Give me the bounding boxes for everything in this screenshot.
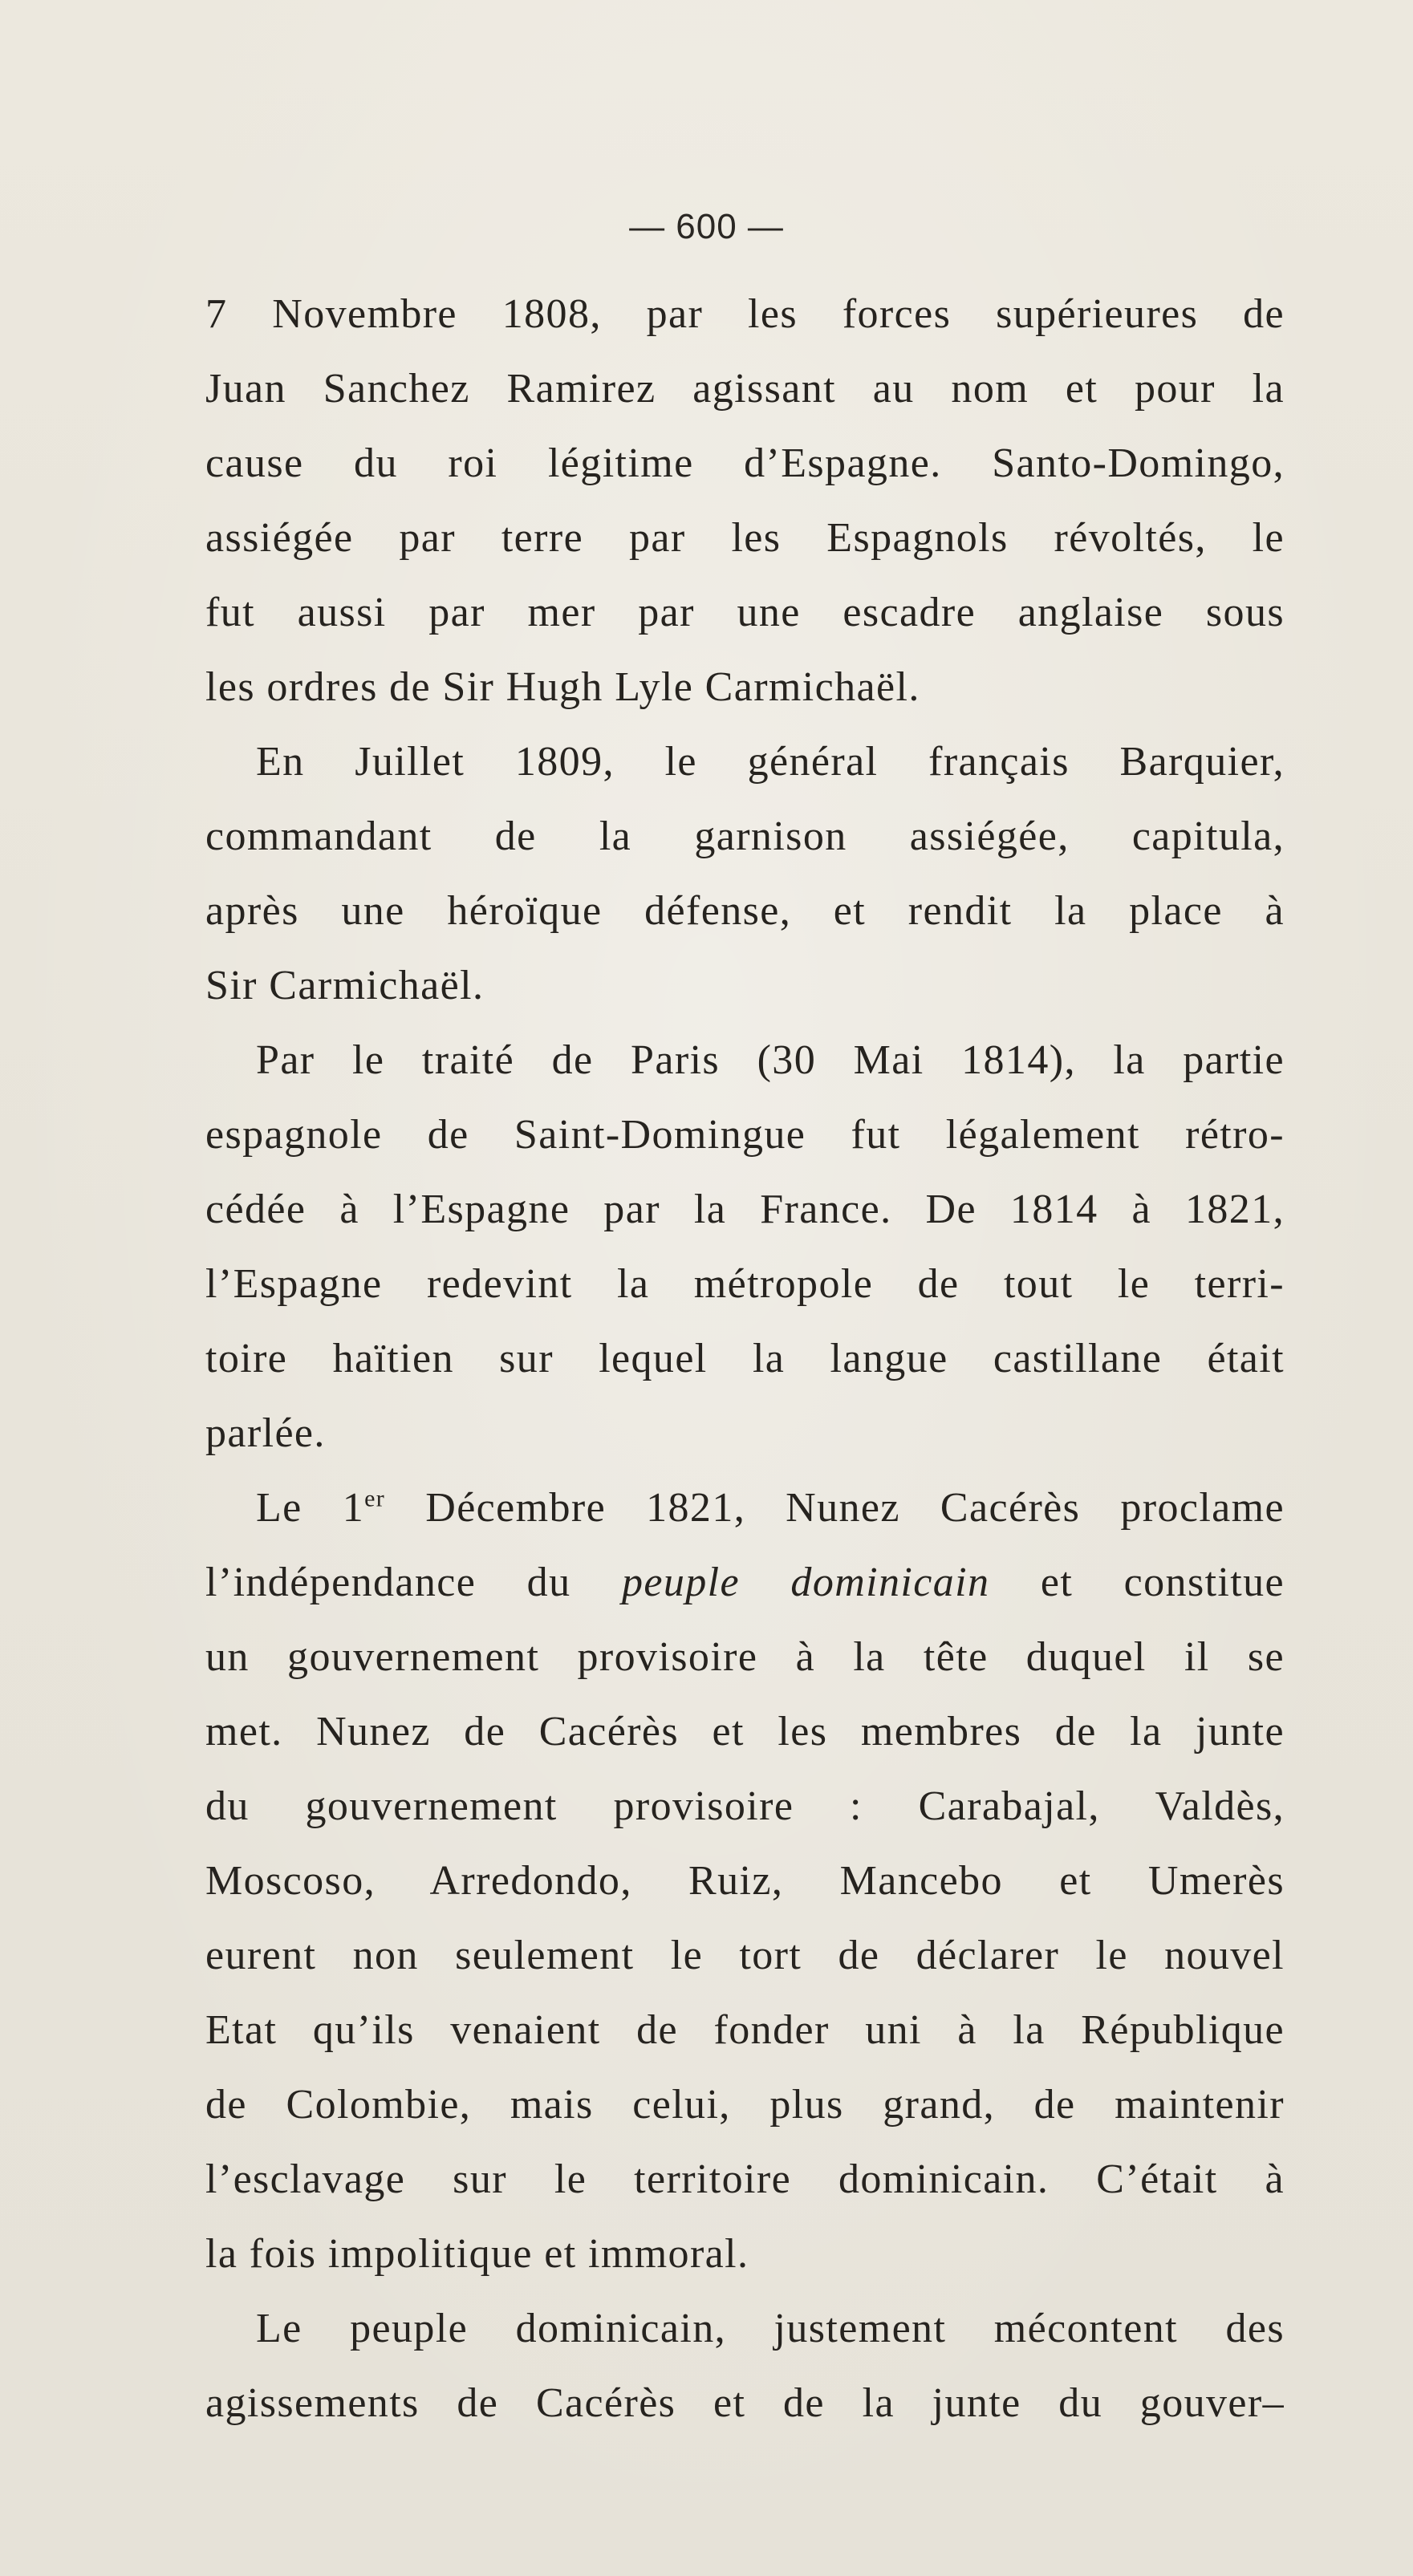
body-text (205, 277, 1285, 2440)
text-line: met. Nunez de Cacérès et les membres de la junte (205, 1709, 1285, 1755)
text-line: la fois impolitique et immoral. (205, 2231, 749, 2277)
text-line (205, 1545, 1285, 1620)
line-text: Décembre 1821, Nunez Cacérès proclame (385, 1485, 1285, 1531)
text-line: 7 Novembre 1808, par les forces supérieures de (205, 291, 1285, 337)
line-text: et constitue (989, 1560, 1285, 1605)
text-line: Par le traité de Paris (30 Mai 1814), la partie (256, 1037, 1285, 1083)
text-line: du gouvernement provisoire : Carabajal, Valdès, (205, 1783, 1285, 1829)
superscript-er: er (364, 1485, 386, 1512)
text-line: Le peuple dominicain, justement mécontent des (256, 2306, 1285, 2351)
text-line: agissements de Cacérès et de la junte du gouver– (205, 2380, 1285, 2426)
text-line: commandant de la garnison assiégée, capitula, (205, 813, 1285, 859)
italic-phrase: peuple dominicain (621, 1560, 990, 1605)
text-line: l’Espagne redevint la métropole de tout le terri- (205, 1261, 1285, 1307)
text-line: eurent non seulement le tort de déclarer le nouvel (205, 1933, 1285, 1978)
text-line: cause du roi légitime d’Espagne. Santo-Domingo, (205, 440, 1285, 486)
text-line (205, 1471, 1285, 1545)
text-line: parlée. (205, 1410, 326, 1456)
text-line: Moscoso, Arredondo, Ruiz, Mancebo et Umerès (205, 1858, 1285, 1904)
text-line: fut aussi par mer par une escadre anglaise sous (205, 590, 1285, 635)
text-line: après une héroïque défense, et rendit la place à (205, 888, 1285, 934)
text-line: toire haïtien sur lequel la langue castillane était (205, 1336, 1285, 1381)
text-line: les ordres de Sir Hugh Lyle Carmichaël. (205, 664, 920, 710)
text-line: de Colombie, mais celui, plus grand, de maintenir (205, 2082, 1285, 2128)
page-number: — 600 — (629, 207, 784, 246)
line-text: l’indépendance du (205, 1560, 622, 1605)
text-line: Sir Carmichaël. (205, 963, 485, 1008)
text-line: Etat qu’ils venaient de fonder uni à la République (205, 2007, 1285, 2053)
text-line: un gouvernement provisoire à la tête duquel il se (205, 1634, 1285, 1680)
line-text: Le 1 (256, 1485, 365, 1531)
text-line: En Juillet 1809, le général français Barquier, (256, 739, 1285, 785)
text-line: Juan Sanchez Ramirez agissant au nom et pour la (205, 366, 1285, 412)
text-line: espagnole de Saint-Domingue fut légalement rétro- (205, 1112, 1285, 1158)
text-line: assiégée par terre par les Espagnols révoltés, le (205, 515, 1285, 561)
text-line: l’esclavage sur le territoire dominicain. C’était à (205, 2156, 1285, 2202)
text-line: cédée à l’Espagne par la France. De 1814 à 1821, (205, 1187, 1285, 1232)
